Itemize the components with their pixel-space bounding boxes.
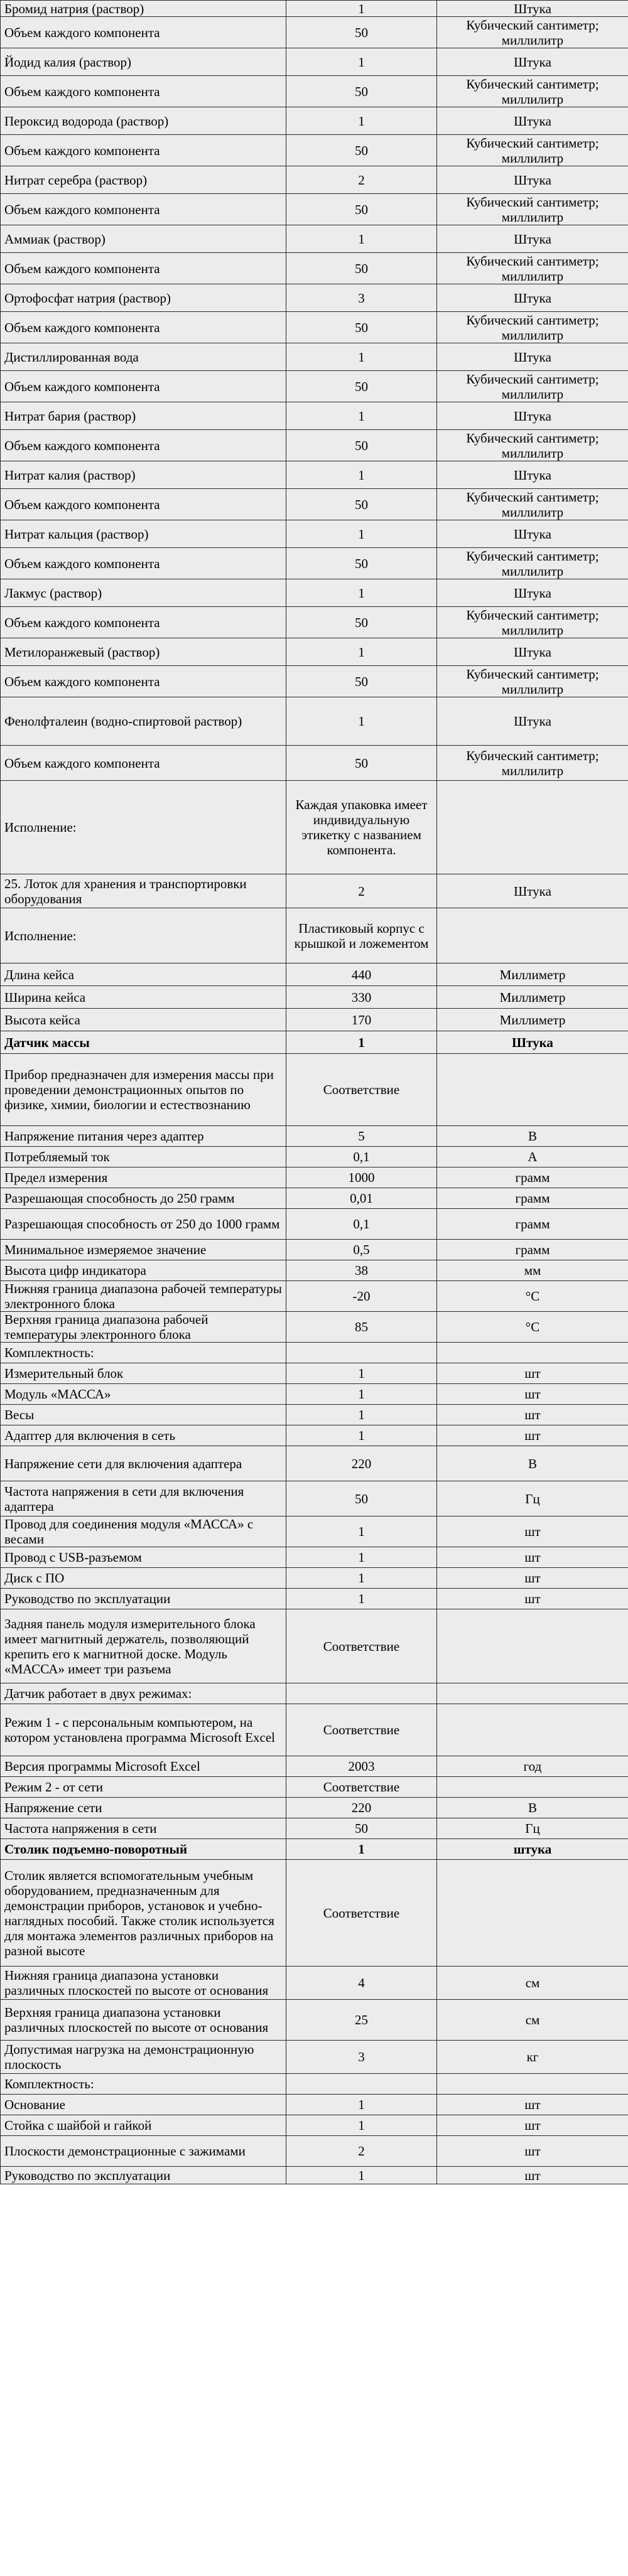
cell-unit: грамм bbox=[437, 1167, 628, 1188]
cell-qty: Каждая упаковка имеет индивидуальную этикетку с названием компонента. bbox=[286, 781, 437, 874]
cell-name: Объем каждого компонента bbox=[1, 607, 286, 638]
cell-qty: 50 bbox=[286, 17, 437, 48]
cell-name: Разрешающая способность до 250 грамм bbox=[1, 1188, 286, 1209]
cell-unit: кг bbox=[437, 2041, 628, 2074]
cell-name: Нижняя граница диапазона рабочей температуры электронного блока bbox=[1, 1281, 286, 1312]
cell-name: Метилоранжевый (раствор) bbox=[1, 638, 286, 666]
cell-qty: 1 bbox=[286, 1547, 437, 1568]
cell-unit bbox=[437, 1777, 628, 1798]
cell-name: Дистиллированная вода bbox=[1, 343, 286, 371]
cell-unit: Кубический сантиметр; миллилитр bbox=[437, 76, 628, 107]
table-row bbox=[1, 48, 628, 76]
table-row bbox=[1, 2000, 628, 2041]
table-row bbox=[1, 908, 628, 963]
cell-qty: -20 bbox=[286, 1281, 437, 1312]
cell-name: Стойка с шайбой и гайкой bbox=[1, 2115, 286, 2136]
cell-name: Провод для соединения модуля «МАССА» с весами bbox=[1, 1516, 286, 1547]
cell-qty: 2 bbox=[286, 2136, 437, 2167]
cell-qty bbox=[286, 1683, 437, 1704]
table-row bbox=[1, 1589, 628, 1609]
cell-name: Версия программы Microsoft Excel bbox=[1, 1756, 286, 1777]
cell-qty: Соответствие bbox=[286, 1777, 437, 1798]
cell-qty: 1 bbox=[286, 1589, 437, 1609]
cell-unit: Кубический сантиметр; миллилитр bbox=[437, 489, 628, 520]
cell-qty: 220 bbox=[286, 1798, 437, 1818]
cell-qty: 1 bbox=[286, 2095, 437, 2115]
table-row bbox=[1, 548, 628, 579]
cell-name: Потребляемый ток bbox=[1, 1147, 286, 1167]
cell-qty: 1 bbox=[286, 1031, 437, 1054]
cell-name: 25. Лоток для хранения и транспортировки оборудования bbox=[1, 874, 286, 908]
table-row bbox=[1, 402, 628, 430]
cell-name: Основание bbox=[1, 2095, 286, 2115]
table-row bbox=[1, 2095, 628, 2115]
cell-name: Датчик работает в двух режимах: bbox=[1, 1683, 286, 1704]
cell-qty: 1 bbox=[286, 461, 437, 489]
table-row bbox=[1, 1568, 628, 1589]
cell-qty: 50 bbox=[286, 371, 437, 402]
cell-name: Модуль «МАССА» bbox=[1, 1384, 286, 1405]
cell-unit: шт bbox=[437, 1568, 628, 1589]
cell-unit: Штука bbox=[437, 520, 628, 548]
cell-name: Верхняя граница диапазона рабочей температуры электронного блока bbox=[1, 1312, 286, 1343]
cell-qty: 25 bbox=[286, 2000, 437, 2041]
cell-qty: 0,1 bbox=[286, 1147, 437, 1167]
cell-unit: Штука bbox=[437, 107, 628, 135]
cell-name: Объем каждого компонента bbox=[1, 489, 286, 520]
cell-name: Объем каждого компонента bbox=[1, 666, 286, 697]
cell-qty: 1 bbox=[286, 402, 437, 430]
table-row bbox=[1, 986, 628, 1009]
table-row bbox=[1, 430, 628, 461]
cell-unit: °С bbox=[437, 1281, 628, 1312]
cell-unit: см bbox=[437, 2000, 628, 2041]
cell-qty: 1 bbox=[286, 638, 437, 666]
cell-unit: шт bbox=[437, 1516, 628, 1547]
cell-qty: 440 bbox=[286, 963, 437, 986]
table-row bbox=[1, 1260, 628, 1281]
cell-qty: 170 bbox=[286, 1009, 437, 1031]
cell-unit: Штука bbox=[437, 638, 628, 666]
cell-name: Ширина кейса bbox=[1, 986, 286, 1009]
cell-unit: штука bbox=[437, 1839, 628, 1860]
cell-unit: год bbox=[437, 1756, 628, 1777]
cell-unit: см bbox=[437, 1967, 628, 2000]
cell-name: Бромид натрия (раствор) bbox=[1, 1, 286, 17]
table-row bbox=[1, 1363, 628, 1384]
cell-unit bbox=[437, 1683, 628, 1704]
cell-name: Столик подъемно-поворотный bbox=[1, 1839, 286, 1860]
cell-unit: Кубический сантиметр; миллилитр bbox=[437, 371, 628, 402]
cell-name: Ортофосфат натрия (раствор) bbox=[1, 284, 286, 312]
cell-name: Режим 2 - от сети bbox=[1, 1777, 286, 1798]
cell-name: Нитрат серебра (раствор) bbox=[1, 166, 286, 194]
table-row bbox=[1, 312, 628, 343]
table-row bbox=[1, 638, 628, 666]
cell-name: Пероксид водорода (раствор) bbox=[1, 107, 286, 135]
cell-name: Исполнение: bbox=[1, 781, 286, 874]
table-row bbox=[1, 874, 628, 908]
table-row bbox=[1, 2167, 628, 2184]
cell-unit: °С bbox=[437, 1312, 628, 1343]
cell-qty: 1 bbox=[286, 2167, 437, 2184]
table-row bbox=[1, 1240, 628, 1260]
cell-unit: Штука bbox=[437, 166, 628, 194]
cell-qty: Соответствие bbox=[286, 1054, 437, 1126]
table-row bbox=[1, 135, 628, 166]
cell-name: Напряжение сети для включения адаптера bbox=[1, 1446, 286, 1481]
cell-qty: 50 bbox=[286, 489, 437, 520]
table-row bbox=[1, 371, 628, 402]
cell-name: Верхняя граница диапазона установки различных плоскостей по высоте от основания bbox=[1, 2000, 286, 2041]
cell-name: Объем каждого компонента bbox=[1, 430, 286, 461]
cell-unit: В bbox=[437, 1798, 628, 1818]
cell-name: Плоскости демонстрационные с зажимами bbox=[1, 2136, 286, 2167]
table-row bbox=[1, 1209, 628, 1240]
cell-unit: шт bbox=[437, 1547, 628, 1568]
cell-name: Аммиак (раствор) bbox=[1, 225, 286, 253]
cell-name: Йодид калия (раствор) bbox=[1, 48, 286, 76]
cell-qty: 1 bbox=[286, 1, 437, 17]
cell-unit: шт bbox=[437, 1405, 628, 1425]
cell-qty: 4 bbox=[286, 1967, 437, 2000]
table-row bbox=[1, 1167, 628, 1188]
cell-qty: 1 bbox=[286, 520, 437, 548]
cell-unit: Штука bbox=[437, 225, 628, 253]
table-row bbox=[1, 461, 628, 489]
cell-name: Предел измерения bbox=[1, 1167, 286, 1188]
cell-unit bbox=[437, 1054, 628, 1126]
table-row bbox=[1, 520, 628, 548]
cell-name: Фенолфталеин (водно-спиртовой раствор) bbox=[1, 697, 286, 746]
table-row bbox=[1, 194, 628, 225]
cell-name: Руководство по эксплуатации bbox=[1, 2167, 286, 2184]
cell-unit: Штука bbox=[437, 579, 628, 607]
cell-name: Объем каждого компонента bbox=[1, 253, 286, 284]
table-row bbox=[1, 343, 628, 371]
cell-name: Датчик массы bbox=[1, 1031, 286, 1054]
cell-unit: В bbox=[437, 1446, 628, 1481]
cell-qty: 1 bbox=[286, 1405, 437, 1425]
table-row bbox=[1, 1009, 628, 1031]
cell-qty: 85 bbox=[286, 1312, 437, 1343]
table-row bbox=[1, 1281, 628, 1312]
cell-name: Нижняя граница диапазона установки различных плоскостей по высоте от основания bbox=[1, 1967, 286, 2000]
cell-unit: Кубический сантиметр; миллилитр bbox=[437, 746, 628, 781]
cell-qty: 1 bbox=[286, 343, 437, 371]
table-row bbox=[1, 1188, 628, 1209]
table-row bbox=[1, 17, 628, 48]
table-row bbox=[1, 2074, 628, 2095]
cell-unit: грамм bbox=[437, 1240, 628, 1260]
table-row bbox=[1, 166, 628, 194]
cell-qty: 330 bbox=[286, 986, 437, 1009]
table-row bbox=[1, 1126, 628, 1147]
cell-unit: Штука bbox=[437, 697, 628, 746]
table-row bbox=[1, 1777, 628, 1798]
table-row bbox=[1, 225, 628, 253]
cell-name: Задняя панель модуля измерительного блока имеет магнитный держатель, позволяющий крепить его к магнитной доске. Модуль «МАССА» имеет три разъема bbox=[1, 1609, 286, 1683]
cell-name: Объем каждого компонента bbox=[1, 746, 286, 781]
cell-name: Объем каждого компонента bbox=[1, 135, 286, 166]
cell-unit: шт bbox=[437, 2136, 628, 2167]
table-row bbox=[1, 1312, 628, 1343]
cell-name: Высота кейса bbox=[1, 1009, 286, 1031]
cell-name: Нитрат калия (раствор) bbox=[1, 461, 286, 489]
cell-name: Частота напряжения в сети bbox=[1, 1818, 286, 1839]
table-row bbox=[1, 1, 628, 17]
table-row bbox=[1, 1481, 628, 1516]
table-row bbox=[1, 1704, 628, 1756]
table-row bbox=[1, 1818, 628, 1839]
cell-name: Объем каждого компонента bbox=[1, 17, 286, 48]
cell-qty: 1 bbox=[286, 697, 437, 746]
cell-name: Весы bbox=[1, 1405, 286, 1425]
table-row bbox=[1, 781, 628, 874]
cell-qty: 2003 bbox=[286, 1756, 437, 1777]
cell-qty: 50 bbox=[286, 607, 437, 638]
cell-unit: Штука bbox=[437, 1031, 628, 1054]
cell-unit bbox=[437, 2074, 628, 2095]
cell-qty: 50 bbox=[286, 76, 437, 107]
cell-unit: грамм bbox=[437, 1188, 628, 1209]
cell-unit: Кубический сантиметр; миллилитр bbox=[437, 548, 628, 579]
cell-qty: 0,01 bbox=[286, 1188, 437, 1209]
table-row bbox=[1, 1446, 628, 1481]
table-row bbox=[1, 666, 628, 697]
table-row bbox=[1, 1547, 628, 1568]
cell-unit: Штука bbox=[437, 1, 628, 17]
cell-name: Напряжение питания через адаптер bbox=[1, 1126, 286, 1147]
cell-qty: 1 bbox=[286, 1516, 437, 1547]
cell-unit: шт bbox=[437, 2095, 628, 2115]
cell-unit: Кубический сантиметр; миллилитр bbox=[437, 312, 628, 343]
cell-qty: 0,1 bbox=[286, 1209, 437, 1240]
cell-name: Частота напряжения в сети для включения адаптера bbox=[1, 1481, 286, 1516]
cell-name: Нитрат бария (раствор) bbox=[1, 402, 286, 430]
cell-name: Провод с USB-разъемом bbox=[1, 1547, 286, 1568]
table-row bbox=[1, 697, 628, 746]
cell-unit: шт bbox=[437, 1363, 628, 1384]
cell-qty: Соответствие bbox=[286, 1704, 437, 1756]
cell-unit: Миллиметр bbox=[437, 963, 628, 986]
cell-unit: Гц bbox=[437, 1818, 628, 1839]
table-row bbox=[1, 284, 628, 312]
table-row bbox=[1, 1516, 628, 1547]
cell-qty: 1 bbox=[286, 1363, 437, 1384]
cell-name: Допустимая нагрузка на демонстрационную плоскость bbox=[1, 2041, 286, 2074]
cell-name: Прибор предназначен для измерения массы при проведении демонстрационных опытов по физике, химии, биологии и естествознанию bbox=[1, 1054, 286, 1126]
cell-name: Адаптер для включения в сеть bbox=[1, 1425, 286, 1446]
table-row bbox=[1, 1147, 628, 1167]
cell-unit: Штука bbox=[437, 461, 628, 489]
cell-qty: 50 bbox=[286, 194, 437, 225]
table-row bbox=[1, 107, 628, 135]
table-row bbox=[1, 1756, 628, 1777]
cell-qty: 50 bbox=[286, 1818, 437, 1839]
cell-unit: Кубический сантиметр; миллилитр bbox=[437, 135, 628, 166]
cell-unit: шт bbox=[437, 1384, 628, 1405]
cell-unit: шт bbox=[437, 1589, 628, 1609]
table-row bbox=[1, 1798, 628, 1818]
cell-unit: А bbox=[437, 1147, 628, 1167]
cell-unit: Гц bbox=[437, 1481, 628, 1516]
cell-unit: Кубический сантиметр; миллилитр bbox=[437, 666, 628, 697]
cell-qty: Пластиковый корпус с крышкой и ложементом bbox=[286, 908, 437, 963]
cell-name: Комплектность: bbox=[1, 1343, 286, 1363]
cell-qty: 50 bbox=[286, 253, 437, 284]
table-row bbox=[1, 1384, 628, 1405]
cell-name: Исполнение: bbox=[1, 908, 286, 963]
table-row bbox=[1, 2041, 628, 2074]
specification-table-body bbox=[1, 1, 628, 2184]
cell-qty: 50 bbox=[286, 312, 437, 343]
table-row bbox=[1, 1031, 628, 1054]
cell-unit: В bbox=[437, 1126, 628, 1147]
cell-qty: 0,5 bbox=[286, 1240, 437, 1260]
cell-qty: 5 bbox=[286, 1126, 437, 1147]
cell-unit: шт bbox=[437, 1425, 628, 1446]
cell-qty: 1 bbox=[286, 1568, 437, 1589]
cell-qty: 1 bbox=[286, 2115, 437, 2136]
cell-name: Столик является вспомогательным учебным оборудованием, предназначенным для демонстрации приборов, установок и учебно-наглядных пособий. Также столик используется для монтажа элементов различных приборов на разной высоте bbox=[1, 1860, 286, 1967]
table-row bbox=[1, 489, 628, 520]
cell-name: Измерительный блок bbox=[1, 1363, 286, 1384]
cell-unit: Штука bbox=[437, 874, 628, 908]
cell-name: Режим 1 - с персональным компьютером, на котором установлена программа Microsoft Excel bbox=[1, 1704, 286, 1756]
table-row bbox=[1, 579, 628, 607]
table-row bbox=[1, 963, 628, 986]
cell-unit bbox=[437, 1343, 628, 1363]
cell-unit: Штука bbox=[437, 402, 628, 430]
cell-unit bbox=[437, 1609, 628, 1683]
cell-name: Разрешающая способность от 250 до 1000 грамм bbox=[1, 1209, 286, 1240]
cell-name: Объем каждого компонента bbox=[1, 194, 286, 225]
cell-qty: 220 bbox=[286, 1446, 437, 1481]
table-row bbox=[1, 1054, 628, 1126]
cell-unit bbox=[437, 781, 628, 874]
cell-unit: Штука bbox=[437, 48, 628, 76]
cell-qty: 50 bbox=[286, 1481, 437, 1516]
cell-qty: 2 bbox=[286, 166, 437, 194]
cell-unit: Штука bbox=[437, 343, 628, 371]
cell-qty: 3 bbox=[286, 284, 437, 312]
cell-unit: Кубический сантиметр; миллилитр bbox=[437, 430, 628, 461]
cell-unit bbox=[437, 1860, 628, 1967]
table-row bbox=[1, 253, 628, 284]
table-row bbox=[1, 1839, 628, 1860]
table-row bbox=[1, 1405, 628, 1425]
cell-name: Напряжение сети bbox=[1, 1798, 286, 1818]
cell-qty: 1 bbox=[286, 1384, 437, 1405]
cell-name: Объем каждого компонента bbox=[1, 548, 286, 579]
cell-qty: 50 bbox=[286, 430, 437, 461]
cell-qty: 1 bbox=[286, 1425, 437, 1446]
cell-qty bbox=[286, 1343, 437, 1363]
table-row bbox=[1, 1425, 628, 1446]
cell-name: Объем каждого компонента bbox=[1, 371, 286, 402]
cell-qty: Соответствие bbox=[286, 1860, 437, 1967]
table-row bbox=[1, 2136, 628, 2167]
table-row bbox=[1, 2115, 628, 2136]
cell-name: Объем каждого компонента bbox=[1, 76, 286, 107]
cell-name: Объем каждого компонента bbox=[1, 312, 286, 343]
cell-name: Лакмус (раствор) bbox=[1, 579, 286, 607]
table-row bbox=[1, 1343, 628, 1363]
cell-qty bbox=[286, 2074, 437, 2095]
table-row bbox=[1, 607, 628, 638]
cell-name: Длина кейса bbox=[1, 963, 286, 986]
cell-qty: 2 bbox=[286, 874, 437, 908]
table-row bbox=[1, 1967, 628, 2000]
cell-unit: Миллиметр bbox=[437, 1009, 628, 1031]
cell-name: Нитрат кальция (раствор) bbox=[1, 520, 286, 548]
cell-qty: 1 bbox=[286, 107, 437, 135]
cell-qty: 50 bbox=[286, 135, 437, 166]
cell-unit: грамм bbox=[437, 1209, 628, 1240]
cell-name: Комплектность: bbox=[1, 2074, 286, 2095]
cell-unit: Кубический сантиметр; миллилитр bbox=[437, 607, 628, 638]
table-row bbox=[1, 746, 628, 781]
cell-unit: Кубический сантиметр; миллилитр bbox=[437, 17, 628, 48]
cell-qty: 1 bbox=[286, 225, 437, 253]
cell-qty: 1 bbox=[286, 1839, 437, 1860]
cell-qty: 1 bbox=[286, 579, 437, 607]
cell-name: Высота цифр индикатора bbox=[1, 1260, 286, 1281]
cell-unit: Кубический сантиметр; миллилитр bbox=[437, 194, 628, 225]
cell-name: Диск с ПО bbox=[1, 1568, 286, 1589]
cell-unit: шт bbox=[437, 2167, 628, 2184]
table-row bbox=[1, 1860, 628, 1967]
cell-unit bbox=[437, 1704, 628, 1756]
cell-unit: Кубический сантиметр; миллилитр bbox=[437, 253, 628, 284]
cell-qty: 1000 bbox=[286, 1167, 437, 1188]
cell-unit: мм bbox=[437, 1260, 628, 1281]
cell-name: Руководство по эксплуатации bbox=[1, 1589, 286, 1609]
table-row bbox=[1, 1683, 628, 1704]
cell-qty: 38 bbox=[286, 1260, 437, 1281]
table-row bbox=[1, 1609, 628, 1683]
cell-qty: 50 bbox=[286, 666, 437, 697]
cell-qty: 3 bbox=[286, 2041, 437, 2074]
cell-qty: Соответствие bbox=[286, 1609, 437, 1683]
cell-qty: 50 bbox=[286, 746, 437, 781]
cell-qty: 50 bbox=[286, 548, 437, 579]
cell-unit: Штука bbox=[437, 284, 628, 312]
table-row bbox=[1, 76, 628, 107]
cell-name: Минимальное измеряемое значение bbox=[1, 1240, 286, 1260]
cell-unit: Миллиметр bbox=[437, 986, 628, 1009]
cell-qty: 1 bbox=[286, 48, 437, 76]
cell-unit bbox=[437, 908, 628, 963]
cell-unit: шт bbox=[437, 2115, 628, 2136]
